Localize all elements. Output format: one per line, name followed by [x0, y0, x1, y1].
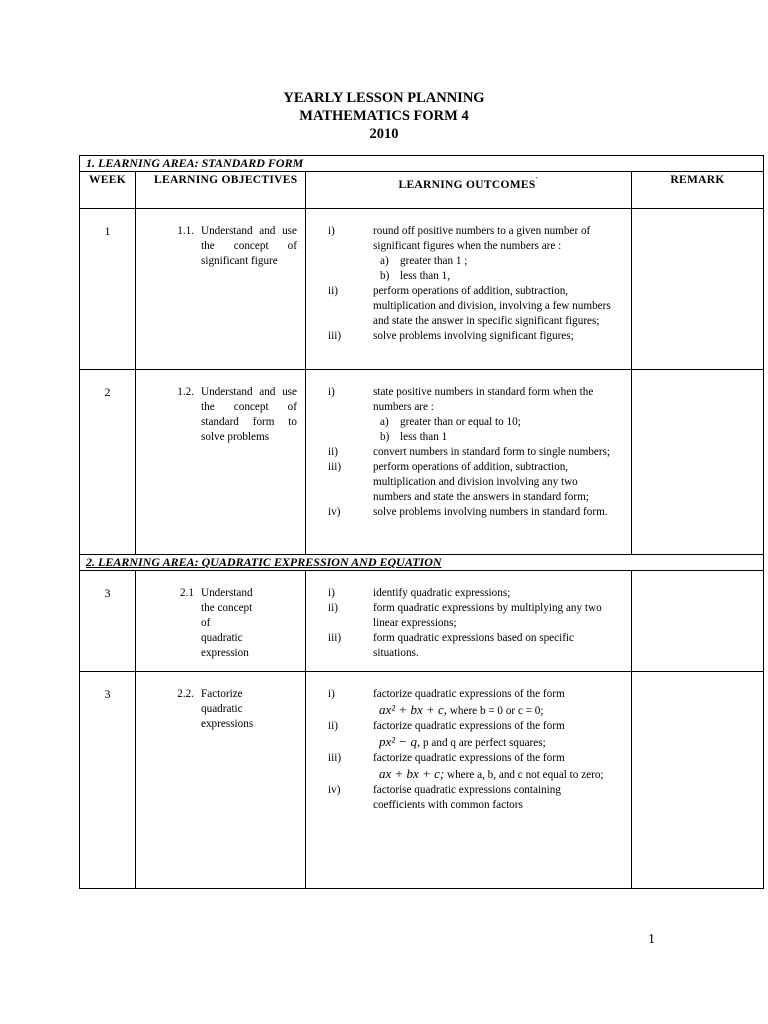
- outcomes-cell: [306, 672, 632, 889]
- remark-cell: [632, 370, 764, 555]
- remark-cell: [632, 672, 764, 889]
- title-line-3: 2010: [369, 126, 399, 142]
- remark-cell: [632, 571, 764, 672]
- list-item: ii) form quadratic expressions by multiplying any two linear expressions;: [328, 602, 602, 629]
- learning-area-2: 2. LEARNING AREA: QUADRATIC EXPRESSION AND EQUATION: [80, 555, 764, 571]
- objective-cell: [136, 571, 306, 672]
- list-item: iv) factorise quadratic expressions containing coefficients with common factors: [328, 784, 561, 811]
- lesson-plan-table: [79, 155, 764, 889]
- table-row: [80, 370, 764, 555]
- list-item: i) identify quadratic expressions;: [328, 587, 511, 599]
- objective-number: 2.1: [180, 587, 194, 599]
- list-item: iii) form quadratic expressions based on specific situations.: [328, 632, 574, 659]
- outcomes-cell: [306, 209, 632, 370]
- list-item: ii) factorize quadratic expressions of the form px² − q, p and q are perfect squares;: [328, 720, 565, 749]
- math-expression: px² − q,: [379, 734, 421, 749]
- table-row: [80, 209, 764, 370]
- objective-text: Understand and use the concept of standard form to solve problems: [201, 386, 297, 443]
- list-item: iii) perform operations of addition, subtraction, multiplication and division involving any two numbers and state the answers in standard form;: [328, 461, 589, 503]
- table-row: [80, 571, 764, 672]
- learning-area-row: [80, 156, 764, 172]
- header-week: WEEK: [80, 172, 136, 209]
- list-item: iv) solve problems involving numbers in standard form.: [328, 506, 608, 518]
- objective-number: 1.1.: [177, 225, 194, 237]
- objective-cell: [136, 370, 306, 555]
- objective-text: Factorize quadratic expressions: [201, 688, 254, 730]
- objective-text: Understand the concept of quadratic expression: [201, 587, 253, 659]
- header-row: [80, 172, 764, 209]
- objective-text: Understand and use the concept of significant figure: [201, 225, 297, 267]
- week-cell: 2: [80, 370, 136, 555]
- week-cell: 1: [80, 209, 136, 370]
- objective-cell: [136, 672, 306, 889]
- list-item: ii) convert numbers in standard form to single numbers;: [328, 446, 611, 458]
- week-cell: 3: [80, 571, 136, 672]
- objective-number: 1.2.: [177, 386, 194, 398]
- title-line-2: MATHEMATICS FORM 4: [299, 108, 469, 124]
- sub-item: b) less than 1: [380, 431, 448, 443]
- math-expression: ax² + bx + c,: [379, 702, 448, 717]
- table-row: [80, 672, 764, 889]
- list-item: iii) factorize quadratic expressions of the form ax + bx + c; where a, b, and c not equal to zero;: [328, 752, 604, 781]
- header-remark: REMARK: [632, 172, 764, 209]
- header-outcomes: LEARNING OUTCOMES`: [306, 172, 632, 209]
- list-item: i) factorize quadratic expressions of the form ax² + bx + c, where b = 0 or c = 0;: [328, 688, 565, 717]
- page-number: 1: [648, 932, 655, 947]
- list-item: iii) solve problems involving significant figures;: [328, 330, 574, 342]
- list-item: i) state positive numbers in standard form when the numbers are :: [328, 386, 594, 413]
- header-objectives: LEARNING OBJECTIVES: [136, 172, 306, 209]
- learning-area-1: 1. LEARNING AREA: STANDARD FORM: [80, 156, 764, 172]
- math-expression: ax + bx + c;: [379, 766, 445, 781]
- outcomes-cell: [306, 571, 632, 672]
- week-cell: 3: [80, 672, 136, 889]
- sub-item: a) greater than or equal to 10;: [380, 416, 521, 428]
- learning-area-row: [80, 555, 764, 571]
- sub-item: b) less than 1,: [380, 270, 451, 282]
- sub-item: a) greater than 1 ;: [380, 255, 468, 267]
- document-title: [0, 89, 768, 143]
- objective-cell: [136, 209, 306, 370]
- objective-number: 2.2.: [177, 688, 194, 700]
- remark-cell: [632, 209, 764, 370]
- outcomes-cell: [306, 370, 632, 555]
- list-item: i) round off positive numbers to a given number of significant figures when the numbers are :: [328, 225, 591, 252]
- title-line-1: YEARLY LESSON PLANNING: [283, 90, 485, 106]
- list-item: ii) perform operations of addition, subtraction, multiplication and division, involving a few numbers and state the answer in specific significant figures;: [328, 285, 611, 327]
